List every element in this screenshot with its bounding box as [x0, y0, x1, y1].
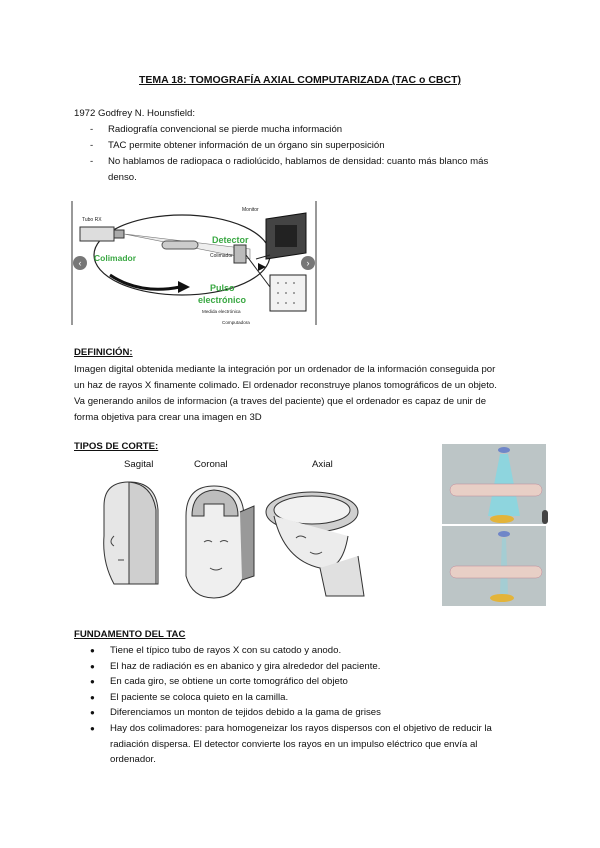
- fundamento-list: [90, 643, 530, 768]
- page-title: TEMA 18: TOMOGRAFÍA AXIAL COMPUTARIZADA (TAC o CBCT): [139, 74, 461, 86]
- panel-scroll-handle[interactable]: [542, 510, 548, 524]
- ct-schematic-figure: [70, 197, 318, 327]
- chevron-left-icon: ‹: [78, 258, 82, 268]
- intro-line: 1972 Godfrey N. Hounsfield:: [74, 108, 196, 119]
- definicion-line: Va generando anilos de informacion (a traves del paciente) que el ordenador es capaz de unir de: [74, 396, 487, 407]
- label-electronico: electrónico: [198, 295, 247, 305]
- fundamento-item: ● Tiene el típico tubo de rayos X con su catodo y anodo.: [90, 643, 530, 659]
- next-image-button[interactable]: [301, 256, 315, 270]
- axial-head: [266, 492, 364, 596]
- xray-tube: [80, 227, 114, 241]
- definicion-line: un haz de rayos X finamente colimado. El ordenador reconstruye planos tomográficos de un objeto.: [74, 380, 497, 391]
- fundamento-item: ● Hay dos colimadores: para homogeneizar los rayos dispersos con el objetivo de reducir la: [90, 721, 530, 737]
- fundamento-item: ● El paciente se coloca quieto en la camilla.: [90, 690, 530, 706]
- intro-item: - Radiografía convencional se pierde mucha información: [90, 122, 488, 138]
- sagittal-head: [104, 482, 158, 584]
- intro-item: - TAC permite obtener información de un órgano sin superposición: [90, 138, 488, 154]
- prev-image-button[interactable]: [73, 256, 87, 270]
- label-colimador: Colimador: [94, 253, 137, 263]
- label-colimador-small: Colimador: [210, 253, 233, 259]
- intro-item: - No hablamos de radiopaca o radiolúcido, hablamos de densidad: cuanto más blanco más: [90, 154, 488, 170]
- chevron-right-icon: ›: [306, 258, 310, 268]
- definicion-text: [74, 362, 534, 426]
- label-computadora: Computadora: [222, 320, 250, 325]
- computer: [270, 275, 306, 311]
- head-sections-figure: [74, 476, 374, 604]
- label-coronal: Coronal: [194, 459, 228, 470]
- fundamento-heading: FUNDAMENTO DEL TAC: [74, 629, 186, 640]
- definicion-line: Imagen digital obtenida mediante la integración por un ordenador de la información conseguida por: [74, 364, 496, 375]
- intro-item-continuation: denso.: [108, 172, 137, 183]
- label-medida: Medida electrónica: [202, 309, 241, 314]
- coronal-head: [186, 486, 254, 598]
- patient: [162, 241, 198, 249]
- intro-list: [90, 122, 488, 186]
- fundamento-item-continuation: radiación dispersa. El detector convierte los rayos en un impulso eléctrico que envía al: [110, 738, 478, 750]
- definicion-heading: DEFINICIÓN:: [74, 347, 133, 358]
- fundamento-item: ● Diferenciamos un monton de tejidos debido a la gama de grises: [90, 705, 530, 721]
- fundamento-item: ● El haz de radiación es en abanico y gira alrededor del paciente.: [90, 659, 530, 675]
- fundamento-item-continuation: ordenador.: [110, 754, 156, 766]
- label-sagital: Sagital: [124, 459, 154, 470]
- label-monitor: Monitor: [242, 207, 259, 213]
- detector-block: [234, 245, 246, 263]
- fundamento-item: ● En cada giro, se obtiene un corte tomográfico del objeto: [90, 674, 530, 690]
- tipos-heading: TIPOS DE CORTE:: [74, 441, 159, 452]
- label-axial: Axial: [312, 459, 333, 470]
- definicion-line: forma objetiva para crear una imagen en 3D: [74, 412, 262, 423]
- label-pulso: Pulso: [210, 283, 235, 293]
- label-detector: Detector: [212, 235, 249, 245]
- ct-scan-panels: [442, 444, 548, 606]
- label-tubo: Tubo RX: [82, 217, 102, 223]
